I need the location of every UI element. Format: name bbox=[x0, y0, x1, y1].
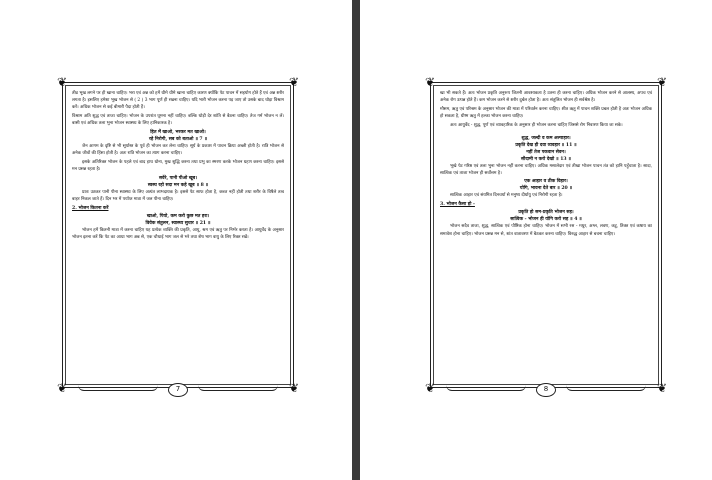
paragraph: खा भी सकते हैं। अतः भोजन प्रकृति अनुरूप जितनी आवश्यकता है उतना ही करना चाहिए। अधिक भोजन करने से आलस्य, अपच एवं अनेक रोग उत्पन्न होते हैं। कम भोजन करने से शरीर दुर्बल होता है। अतः संतुलित भोजन ही सर्वश्रेष्ठ है। bbox=[440, 91, 652, 104]
paragraph: मौसम, ऋतु एवं परिश्रम के अनुसार भोजन की मात्रा में परिवर्तन करना चाहिए। शीत ऋतु में पाचन शक्ति प्रबल होती है अतः भोजन अधिक हो सकता है, ग्रीष्म ऋतु में हल्का भोजन करना चाहिए। bbox=[440, 106, 652, 120]
verse-line: नहीं तेज पकवान सेवन। bbox=[526, 149, 566, 155]
ornament-corner-icon: ❦ bbox=[656, 75, 668, 89]
ornament-corner-icon: ❦ bbox=[656, 381, 668, 395]
bottom-flourish bbox=[78, 385, 158, 391]
bottom-flourish bbox=[198, 385, 278, 391]
paragraph: भोजन हमें कितनी मात्रा में करना चाहिए यह प्रत्येक व्यक्ति की प्रकृति, आयु, श्रम एवं ऋतु पर निर्भर करता है। आयुर्वेद के अनुसार भोजन इतना करें कि पेट का आधा भाग अन्न से, एक चौथाई भाग जल से भरे तथा शेष भाग वायु के लिए रिक्त रखें। bbox=[72, 227, 284, 241]
paragraph: जैन आगम के दृष्टि से भी सूर्यास्त के पूर्व ही भोजन कर लेना चाहिए। सूर्य के प्रकाश में पाचन क्रिया अच्छी होती है। रात्रि भोजन से अनेक जीवों की हिंसा होती है। अतः रात्रि भोजन का त्याग करना चाहिए। bbox=[72, 144, 284, 157]
page-body bbox=[440, 90, 652, 370]
section-heading: 2. भोजन कितना करें bbox=[72, 205, 109, 211]
verse-line: एक आहार व ठीक विहार। bbox=[524, 179, 568, 185]
paragraph: भूखे पेट गरिष्ठ एवं तला भुना भोजन नहीं करना चाहिए। अधिक मसालेदार एवं तीखा भोजन पाचन तंत्र को हानि पहुँचाता है। सादा, सात्विक एवं ताजा भोजन ही सर्वोत्तम है। bbox=[440, 163, 652, 176]
section-heading: 3. भोजन कैसा हो - bbox=[440, 202, 475, 208]
verse-line: सौदामी न करो देखो ॥ 13 ॥ bbox=[521, 156, 571, 162]
paragraph: प्रातः उठकर पानी पीना स्वास्थ्य के लिए अत्यंत लाभदायक है। इससे पेट साफ होता है, कब्ज नहीं होती तथा शरीर के विषैले तत्व बाहर निकल जाते हैं। दिन भर में पर्याप्त मात्रा में जल पीना चाहिए। bbox=[72, 189, 284, 203]
right-page bbox=[424, 75, 668, 395]
paragraph: इसके अतिरिक्त भोजन के पहले एवं बाद हाथ धोना, मुख शुद्धि करना तथा प्रभु का स्मरण करके भोजन ग्रहण करना चाहिए। इससे मन प्रसन्न रहता है। bbox=[72, 159, 284, 173]
paragraph: विश्राम अति शुद्ध एवं ताजा चाहिए। भोजन के उपरांत घूमना नहीं चाहिए। बल्कि थोड़ी देर शांति से बैठना चाहिए। तेज गर्म भोजन न लें। बासी एवं अधिक तला भुना भोजन स्वास्थ्य के लिए हानिकारक है। bbox=[72, 114, 284, 127]
page-gutter bbox=[352, 0, 360, 480]
verse-line: प्रकृति हो सम-प्रकृति भोजन सह। bbox=[518, 210, 574, 216]
verse-line: स्वस्थ रहो सदा मन कहे खूब ॥ 8 ॥ bbox=[147, 182, 209, 188]
verse-line: योगि, भावना देते बार ॥ 20 ॥ bbox=[519, 186, 573, 192]
verse-line: हित में खाओ, भरकर मत खाओ। bbox=[150, 130, 206, 136]
ornament-corner-icon: ❦ bbox=[424, 75, 436, 89]
verse-line: प्रकृति देख ही दवा व्यवहार ॥ 11 ॥ bbox=[515, 142, 577, 148]
bottom-flourish bbox=[446, 385, 526, 391]
verse-line: सवेरे, पानी पीओ खूब। bbox=[158, 175, 198, 181]
verse-line: खाओ, पियो, कम करो कुछ मत हरा। bbox=[146, 213, 210, 219]
page-body bbox=[72, 90, 284, 370]
verse-line: विवेक संतुलन, स्वास्थ्य सुधार ॥ 21 ॥ bbox=[145, 220, 211, 226]
ornament-corner-icon: ❦ bbox=[424, 381, 436, 395]
ornament-corner-icon: ❦ bbox=[56, 75, 68, 89]
bottom-flourish bbox=[566, 385, 646, 391]
verse-line: रहे निरोगी, सब को बताओ ॥ 7 ॥ bbox=[149, 137, 207, 143]
verse-line: सात्विक - भोजन ही योगि करो सह ॥ 4 ॥ bbox=[510, 217, 582, 223]
page-number: 7 bbox=[168, 383, 188, 397]
ornament-corner-icon: ❦ bbox=[56, 381, 68, 395]
page-number: 8 bbox=[536, 383, 556, 397]
paragraph: तीव्र भूख लगने पर ही खाना चाहिए। भरा एवं अन्न को हमें धीमे धीमे खाना चाहिए कारण क्योंकि पेट पाचन में सहयोग होते हैं एवं अन्न शरीर लगता है। इसलिए हमेशा भूख भोजन से ( 2 ) 3 भाग पूर्ण ही रखना चाहिए। यदि भारी भोजन करना पड़ जाए तो उसके बाद थोड़ा विश्राम करें। अधिक भोजन से कई बीमारी पैदा होती हैं। bbox=[72, 91, 284, 111]
paragraph: सात्विक आहार एवं संयमित दिनचर्या से मनुष्य दीर्घायु एवं निरोगी रहता है। bbox=[450, 193, 563, 199]
left-page bbox=[56, 75, 300, 395]
paragraph: अतः आयुर्वेद - शुद्ध, पूर्ण एवं व्यावहारिक के अनुसार ही भोजन करना चाहिए जिससे रोग निवारण किया जा सके। bbox=[450, 122, 623, 128]
ornament-corner-icon: ❦ bbox=[288, 75, 300, 89]
verse-line: शुद्ध, जल्दी व कम अल्पाहार। bbox=[521, 135, 571, 141]
paragraph: भोजन सदैव ताजा, शुद्ध, सात्विक एवं पौष्टिक होना चाहिए। भोजन में सभी रस - मधुर, अम्ल, लवण, कटु, तिक्त एवं कषाय का समावेश होना चाहिए। भोजन प्रसन्न मन से, शांत वातावरण में बैठकर करना चाहिए। विरुद्ध आहार से बचना चाहिए। bbox=[440, 224, 652, 237]
ornament-corner-icon: ❦ bbox=[288, 381, 300, 395]
